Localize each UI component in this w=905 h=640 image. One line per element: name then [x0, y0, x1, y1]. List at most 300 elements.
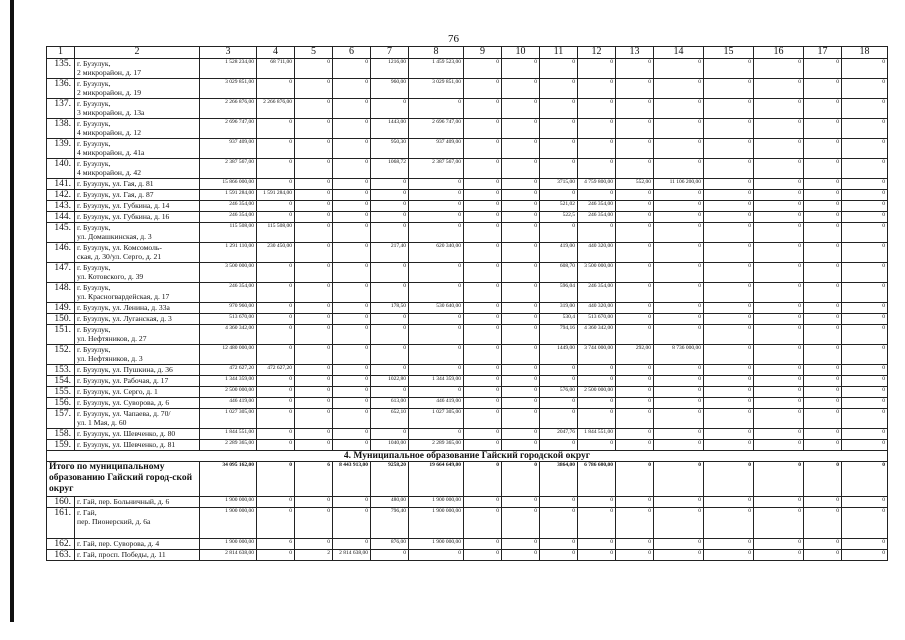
value-cell: 0: [371, 314, 409, 325]
value-cell: 0: [540, 409, 578, 429]
value-cell: 576,00: [540, 387, 578, 398]
value-cell: 0: [502, 550, 540, 561]
value-cell: 472 627,20: [257, 365, 295, 376]
value-cell: 0: [295, 139, 333, 159]
address-cell: г. Бузулук, ул. Нефтяников, д. 3: [75, 345, 200, 365]
value-cell: 0: [464, 263, 502, 283]
value-cell: 0: [654, 159, 704, 179]
table-row: [47, 79, 888, 99]
row-number: 139.: [47, 139, 75, 159]
value-cell: 3 029 851,00: [200, 79, 257, 99]
value-cell: 937 409,00: [409, 139, 464, 159]
value-cell: 0: [295, 303, 333, 314]
value-cell: 0: [704, 212, 754, 223]
value-cell: 0: [578, 190, 616, 201]
value-cell: 0: [333, 79, 371, 99]
value-cell: 0: [502, 201, 540, 212]
value-cell: 0: [257, 179, 295, 190]
value-cell: 0: [842, 99, 888, 119]
total-value-cell: 8 443 913,00: [333, 462, 371, 497]
value-cell: 0: [333, 119, 371, 139]
value-cell: 0: [804, 179, 842, 190]
value-cell: 0: [464, 325, 502, 345]
value-cell: 522,5: [540, 212, 578, 223]
value-cell: 0: [464, 440, 502, 451]
value-cell: 0: [654, 429, 704, 440]
value-cell: 0: [616, 508, 654, 539]
row-number: 153.: [47, 365, 75, 376]
value-cell: 0: [616, 223, 654, 243]
address-cell: г. Бузулук, ул. Ленина, д. 33а: [75, 303, 200, 314]
value-cell: 0: [578, 497, 616, 508]
value-cell: 0: [578, 508, 616, 539]
value-cell: 596,04: [540, 283, 578, 303]
value-cell: 0: [654, 190, 704, 201]
value-cell: 1216,00: [371, 59, 409, 79]
value-cell: 0: [540, 139, 578, 159]
address-cell: г. Гай, пер. Суворова, д. 4: [75, 539, 200, 550]
value-cell: 0: [257, 387, 295, 398]
value-cell: 0: [540, 99, 578, 119]
value-cell: 0: [616, 263, 654, 283]
table-row: [47, 345, 888, 365]
value-cell: 0: [754, 243, 804, 263]
value-cell: 0: [371, 550, 409, 561]
value-cell: 0: [578, 223, 616, 243]
value-cell: 0: [295, 429, 333, 440]
value-cell: 0: [333, 429, 371, 440]
header-cell: 3: [200, 47, 257, 59]
value-cell: 0: [409, 314, 464, 325]
value-cell: 0: [257, 283, 295, 303]
table-row: [47, 283, 888, 303]
value-cell: 0: [754, 59, 804, 79]
value-cell: 0: [409, 223, 464, 243]
value-cell: 0: [540, 497, 578, 508]
value-cell: 0: [578, 99, 616, 119]
value-cell: 0: [464, 398, 502, 409]
row-number: 136.: [47, 79, 75, 99]
value-cell: 0: [371, 179, 409, 190]
value-cell: 0: [295, 314, 333, 325]
value-cell: 0: [654, 59, 704, 79]
value-cell: 0: [804, 398, 842, 409]
value-cell: 3 500 000,00: [578, 263, 616, 283]
value-cell: 0: [502, 345, 540, 365]
value-cell: 0: [842, 223, 888, 243]
value-cell: 2 696 747,00: [200, 119, 257, 139]
value-cell: 2 387 567,00: [409, 159, 464, 179]
value-cell: 0: [502, 303, 540, 314]
value-cell: 0: [704, 159, 754, 179]
address-cell: г. Гай, просп. Победы, д. 11: [75, 550, 200, 561]
value-cell: 0: [842, 550, 888, 561]
value-cell: 0: [616, 387, 654, 398]
value-cell: 0: [654, 223, 704, 243]
value-cell: 3 744 000,00: [578, 345, 616, 365]
row-number: 142.: [47, 190, 75, 201]
total-value-cell: 0: [842, 462, 888, 497]
value-cell: 0: [704, 376, 754, 387]
row-number: 162.: [47, 539, 75, 550]
value-cell: 1 027 305,00: [200, 409, 257, 429]
value-cell: 0: [754, 429, 804, 440]
value-cell: 0: [502, 440, 540, 451]
value-cell: 1 900 000,00: [200, 497, 257, 508]
value-cell: 0: [409, 212, 464, 223]
value-cell: 0: [754, 139, 804, 159]
value-cell: 0: [578, 159, 616, 179]
value-cell: 0: [464, 376, 502, 387]
value-cell: 1 900 000,00: [409, 497, 464, 508]
value-cell: 8 736 000,00: [654, 345, 704, 365]
value-cell: 0: [616, 440, 654, 451]
value-cell: 4 759 800,00: [578, 179, 616, 190]
value-cell: 0: [333, 497, 371, 508]
value-cell: 2 500 000,00: [200, 387, 257, 398]
value-cell: 0: [616, 59, 654, 79]
value-cell: 0: [295, 99, 333, 119]
address-cell: г. Бузулук, 4 микрорайон, д. 12: [75, 119, 200, 139]
total-value-cell: 9258,20: [371, 462, 409, 497]
value-cell: 1040,00: [371, 440, 409, 451]
value-cell: 0: [804, 119, 842, 139]
value-cell: 0: [502, 159, 540, 179]
value-cell: 0: [464, 190, 502, 201]
value-cell: 608,70: [540, 263, 578, 283]
value-cell: 0: [295, 223, 333, 243]
table-row: [47, 303, 888, 314]
header-cell: 7: [371, 47, 409, 59]
value-cell: 970 960,00: [200, 303, 257, 314]
value-cell: 0: [464, 345, 502, 365]
value-cell: 1022,80: [371, 376, 409, 387]
total-value-cell: 34 095 162,00: [200, 462, 257, 497]
value-cell: 0: [502, 539, 540, 550]
value-cell: 0: [371, 99, 409, 119]
value-cell: 217,40: [371, 243, 409, 263]
value-cell: 0: [464, 212, 502, 223]
value-cell: 0: [754, 409, 804, 429]
value-cell: 0: [464, 497, 502, 508]
value-cell: 0: [616, 429, 654, 440]
address-cell: г. Бузулук, 4 микрорайон, д. 42: [75, 159, 200, 179]
value-cell: 0: [464, 223, 502, 243]
value-cell: 0: [333, 243, 371, 263]
value-cell: 1 291 110,00: [200, 243, 257, 263]
value-cell: 0: [257, 429, 295, 440]
table-row: [47, 314, 888, 325]
value-cell: 0: [616, 139, 654, 159]
header-cell: 9: [464, 47, 502, 59]
value-cell: 1 900 000,00: [200, 508, 257, 539]
value-cell: 0: [502, 212, 540, 223]
header-cell: 16: [754, 47, 804, 59]
value-cell: 0: [704, 429, 754, 440]
value-cell: 1 591 284,00: [257, 190, 295, 201]
value-cell: 0: [654, 212, 704, 223]
value-cell: 0: [754, 159, 804, 179]
value-cell: 0: [333, 59, 371, 79]
value-cell: 1 344 359,00: [409, 376, 464, 387]
row-number: 146.: [47, 243, 75, 263]
value-cell: 0: [409, 429, 464, 440]
row-number: 154.: [47, 376, 75, 387]
value-cell: 0: [704, 550, 754, 561]
value-cell: 0: [616, 550, 654, 561]
value-cell: 0: [654, 99, 704, 119]
value-cell: 0: [804, 283, 842, 303]
value-cell: 0: [295, 212, 333, 223]
value-cell: 0: [654, 409, 704, 429]
table-row: [47, 119, 888, 139]
table-row: [47, 190, 888, 201]
value-cell: 0: [333, 303, 371, 314]
value-cell: 0: [540, 159, 578, 179]
value-cell: 0: [654, 79, 704, 99]
address-cell: г. Бузулук, ул. Гая, д. 81: [75, 179, 200, 190]
value-cell: 0: [704, 79, 754, 99]
value-cell: 480,00: [371, 497, 409, 508]
value-cell: 0: [502, 99, 540, 119]
value-cell: 0: [616, 243, 654, 263]
value-cell: 0: [371, 212, 409, 223]
address-cell: г. Бузулук, ул. Шевченко, д. 81: [75, 440, 200, 451]
value-cell: 0: [842, 212, 888, 223]
value-cell: 0: [842, 283, 888, 303]
table-row: [47, 376, 888, 387]
value-cell: 0: [578, 376, 616, 387]
value-cell: 0: [616, 201, 654, 212]
value-cell: 11 106 200,00: [654, 179, 704, 190]
value-cell: 0: [257, 119, 295, 139]
value-cell: 0: [754, 223, 804, 243]
value-cell: 0: [842, 398, 888, 409]
value-cell: 0: [540, 190, 578, 201]
value-cell: 0: [257, 212, 295, 223]
value-cell: 0: [295, 365, 333, 376]
row-number: 158.: [47, 429, 75, 440]
value-cell: 513 670,00: [200, 314, 257, 325]
value-cell: 0: [464, 314, 502, 325]
value-cell: 446 419,00: [200, 398, 257, 409]
value-cell: 0: [295, 508, 333, 539]
value-cell: 1068,72: [371, 159, 409, 179]
value-cell: 0: [578, 550, 616, 561]
row-number: 143.: [47, 201, 75, 212]
value-cell: 0: [654, 314, 704, 325]
value-cell: 0: [409, 345, 464, 365]
value-cell: 0: [804, 325, 842, 345]
value-cell: 0: [804, 440, 842, 451]
value-cell: 0: [257, 79, 295, 99]
value-cell: 0: [371, 345, 409, 365]
value-cell: 0: [654, 508, 704, 539]
value-cell: 0: [842, 409, 888, 429]
value-cell: 0: [257, 201, 295, 212]
value-cell: 0: [409, 283, 464, 303]
row-number: 163.: [47, 550, 75, 561]
table-row: [47, 212, 888, 223]
value-cell: 0: [464, 283, 502, 303]
value-cell: 0: [804, 201, 842, 212]
value-cell: 2 289 365,00: [409, 440, 464, 451]
value-cell: 0: [754, 508, 804, 539]
address-cell: г. Бузулук, ул. Нефтяников, д. 27: [75, 325, 200, 345]
value-cell: 0: [804, 550, 842, 561]
header-cell: 13: [616, 47, 654, 59]
value-cell: 0: [754, 119, 804, 139]
value-cell: 0: [704, 345, 754, 365]
value-cell: 0: [409, 179, 464, 190]
section-row: [47, 451, 888, 462]
value-cell: 0: [464, 201, 502, 212]
value-cell: 3 029 851,00: [409, 79, 464, 99]
value-cell: 0: [754, 263, 804, 283]
value-cell: 0: [654, 263, 704, 283]
value-cell: 0: [754, 345, 804, 365]
header-cell: 1: [47, 47, 75, 59]
value-cell: 246 354,00: [578, 212, 616, 223]
address-cell: г. Бузулук, ул. Чапаева, д. 70/ ул. 1 Мая, д. 60: [75, 409, 200, 429]
value-cell: 1 844 551,00: [578, 429, 616, 440]
table-row: [47, 387, 888, 398]
value-cell: 0: [654, 398, 704, 409]
value-cell: 0: [502, 429, 540, 440]
value-cell: 0: [842, 59, 888, 79]
row-number: 155.: [47, 387, 75, 398]
value-cell: 230 450,00: [257, 243, 295, 263]
value-cell: 0: [295, 243, 333, 263]
value-cell: 0: [754, 550, 804, 561]
value-cell: 0: [333, 159, 371, 179]
value-cell: 521,02: [540, 201, 578, 212]
value-cell: 0: [804, 190, 842, 201]
value-cell: 292,00: [616, 345, 654, 365]
value-cell: 0: [295, 387, 333, 398]
value-cell: 0: [578, 139, 616, 159]
value-cell: 0: [654, 139, 704, 159]
value-cell: 0: [540, 440, 578, 451]
row-number: 141.: [47, 179, 75, 190]
value-cell: 1 528 234,00: [200, 59, 257, 79]
header-cell: 5: [295, 47, 333, 59]
address-cell: г. Бузулук, ул. Луганская, д. 3: [75, 314, 200, 325]
value-cell: 0: [333, 212, 371, 223]
value-cell: 0: [842, 497, 888, 508]
value-cell: 1 591 284,00: [200, 190, 257, 201]
value-cell: 0: [704, 387, 754, 398]
value-cell: 0: [842, 508, 888, 539]
value-cell: 0: [842, 376, 888, 387]
value-cell: 0: [804, 387, 842, 398]
value-cell: 0: [409, 201, 464, 212]
value-cell: 0: [295, 345, 333, 365]
value-cell: 0: [333, 314, 371, 325]
value-cell: 0: [704, 365, 754, 376]
total-value-cell: 0: [257, 462, 295, 497]
value-cell: 0: [371, 365, 409, 376]
value-cell: 0: [409, 190, 464, 201]
row-number: 144.: [47, 212, 75, 223]
value-cell: 12 480 000,00: [200, 345, 257, 365]
value-cell: 0: [464, 243, 502, 263]
value-cell: 0: [804, 79, 842, 99]
value-cell: 319,00: [540, 303, 578, 314]
value-cell: 0: [654, 365, 704, 376]
value-cell: 0: [502, 223, 540, 243]
value-cell: 0: [842, 325, 888, 345]
value-cell: 440 320,00: [578, 303, 616, 314]
value-cell: 0: [502, 325, 540, 345]
value-cell: 0: [502, 179, 540, 190]
address-cell: г. Бузулук, ул. Гая, д. 87: [75, 190, 200, 201]
value-cell: 0: [654, 550, 704, 561]
value-cell: 446 419,00: [409, 398, 464, 409]
value-cell: 0: [842, 314, 888, 325]
table-row: [47, 365, 888, 376]
value-cell: 0: [295, 190, 333, 201]
value-cell: 4 360 342,00: [200, 325, 257, 345]
header-cell: 17: [804, 47, 842, 59]
value-cell: 0: [464, 409, 502, 429]
value-cell: 246 354,00: [578, 201, 616, 212]
value-cell: 0: [540, 59, 578, 79]
value-cell: 0: [464, 550, 502, 561]
address-cell: г. Бузулук, ул. Пушкина, д. 36: [75, 365, 200, 376]
value-cell: 0: [578, 119, 616, 139]
value-cell: 0: [754, 314, 804, 325]
value-cell: 0: [842, 387, 888, 398]
value-cell: 0: [464, 429, 502, 440]
value-cell: 960,00: [371, 79, 409, 99]
data-table: [46, 46, 888, 561]
header-cell: 14: [654, 47, 704, 59]
value-cell: 0: [804, 429, 842, 440]
value-cell: 0: [704, 263, 754, 283]
value-cell: 0: [409, 365, 464, 376]
address-cell: г. Бузулук, ул. Комсомоль- ская, д. 30/ул. Серго, д. 21: [75, 243, 200, 263]
header-cell: 18: [842, 47, 888, 59]
value-cell: 0: [616, 376, 654, 387]
value-cell: 0: [257, 376, 295, 387]
address-cell: г. Бузулук, ул. Суворова, д. 6: [75, 398, 200, 409]
value-cell: 0: [616, 212, 654, 223]
value-cell: 0: [578, 59, 616, 79]
value-cell: 0: [257, 303, 295, 314]
value-cell: 0: [578, 79, 616, 99]
row-number: 152.: [47, 345, 75, 365]
value-cell: 0: [333, 409, 371, 429]
value-cell: 0: [502, 497, 540, 508]
value-cell: 0: [371, 223, 409, 243]
table-row: [47, 497, 888, 508]
value-cell: 1 900 000,00: [409, 508, 464, 539]
value-cell: 0: [616, 99, 654, 119]
table-row: [47, 159, 888, 179]
value-cell: 0: [616, 119, 654, 139]
value-cell: 0: [371, 201, 409, 212]
value-cell: 0: [754, 179, 804, 190]
value-cell: 0: [257, 139, 295, 159]
value-cell: 246 354,00: [200, 212, 257, 223]
value-cell: 0: [654, 303, 704, 314]
value-cell: 0: [578, 440, 616, 451]
row-number: 145.: [47, 223, 75, 243]
value-cell: 0: [578, 398, 616, 409]
value-cell: 0: [333, 223, 371, 243]
value-cell: 0: [578, 409, 616, 429]
